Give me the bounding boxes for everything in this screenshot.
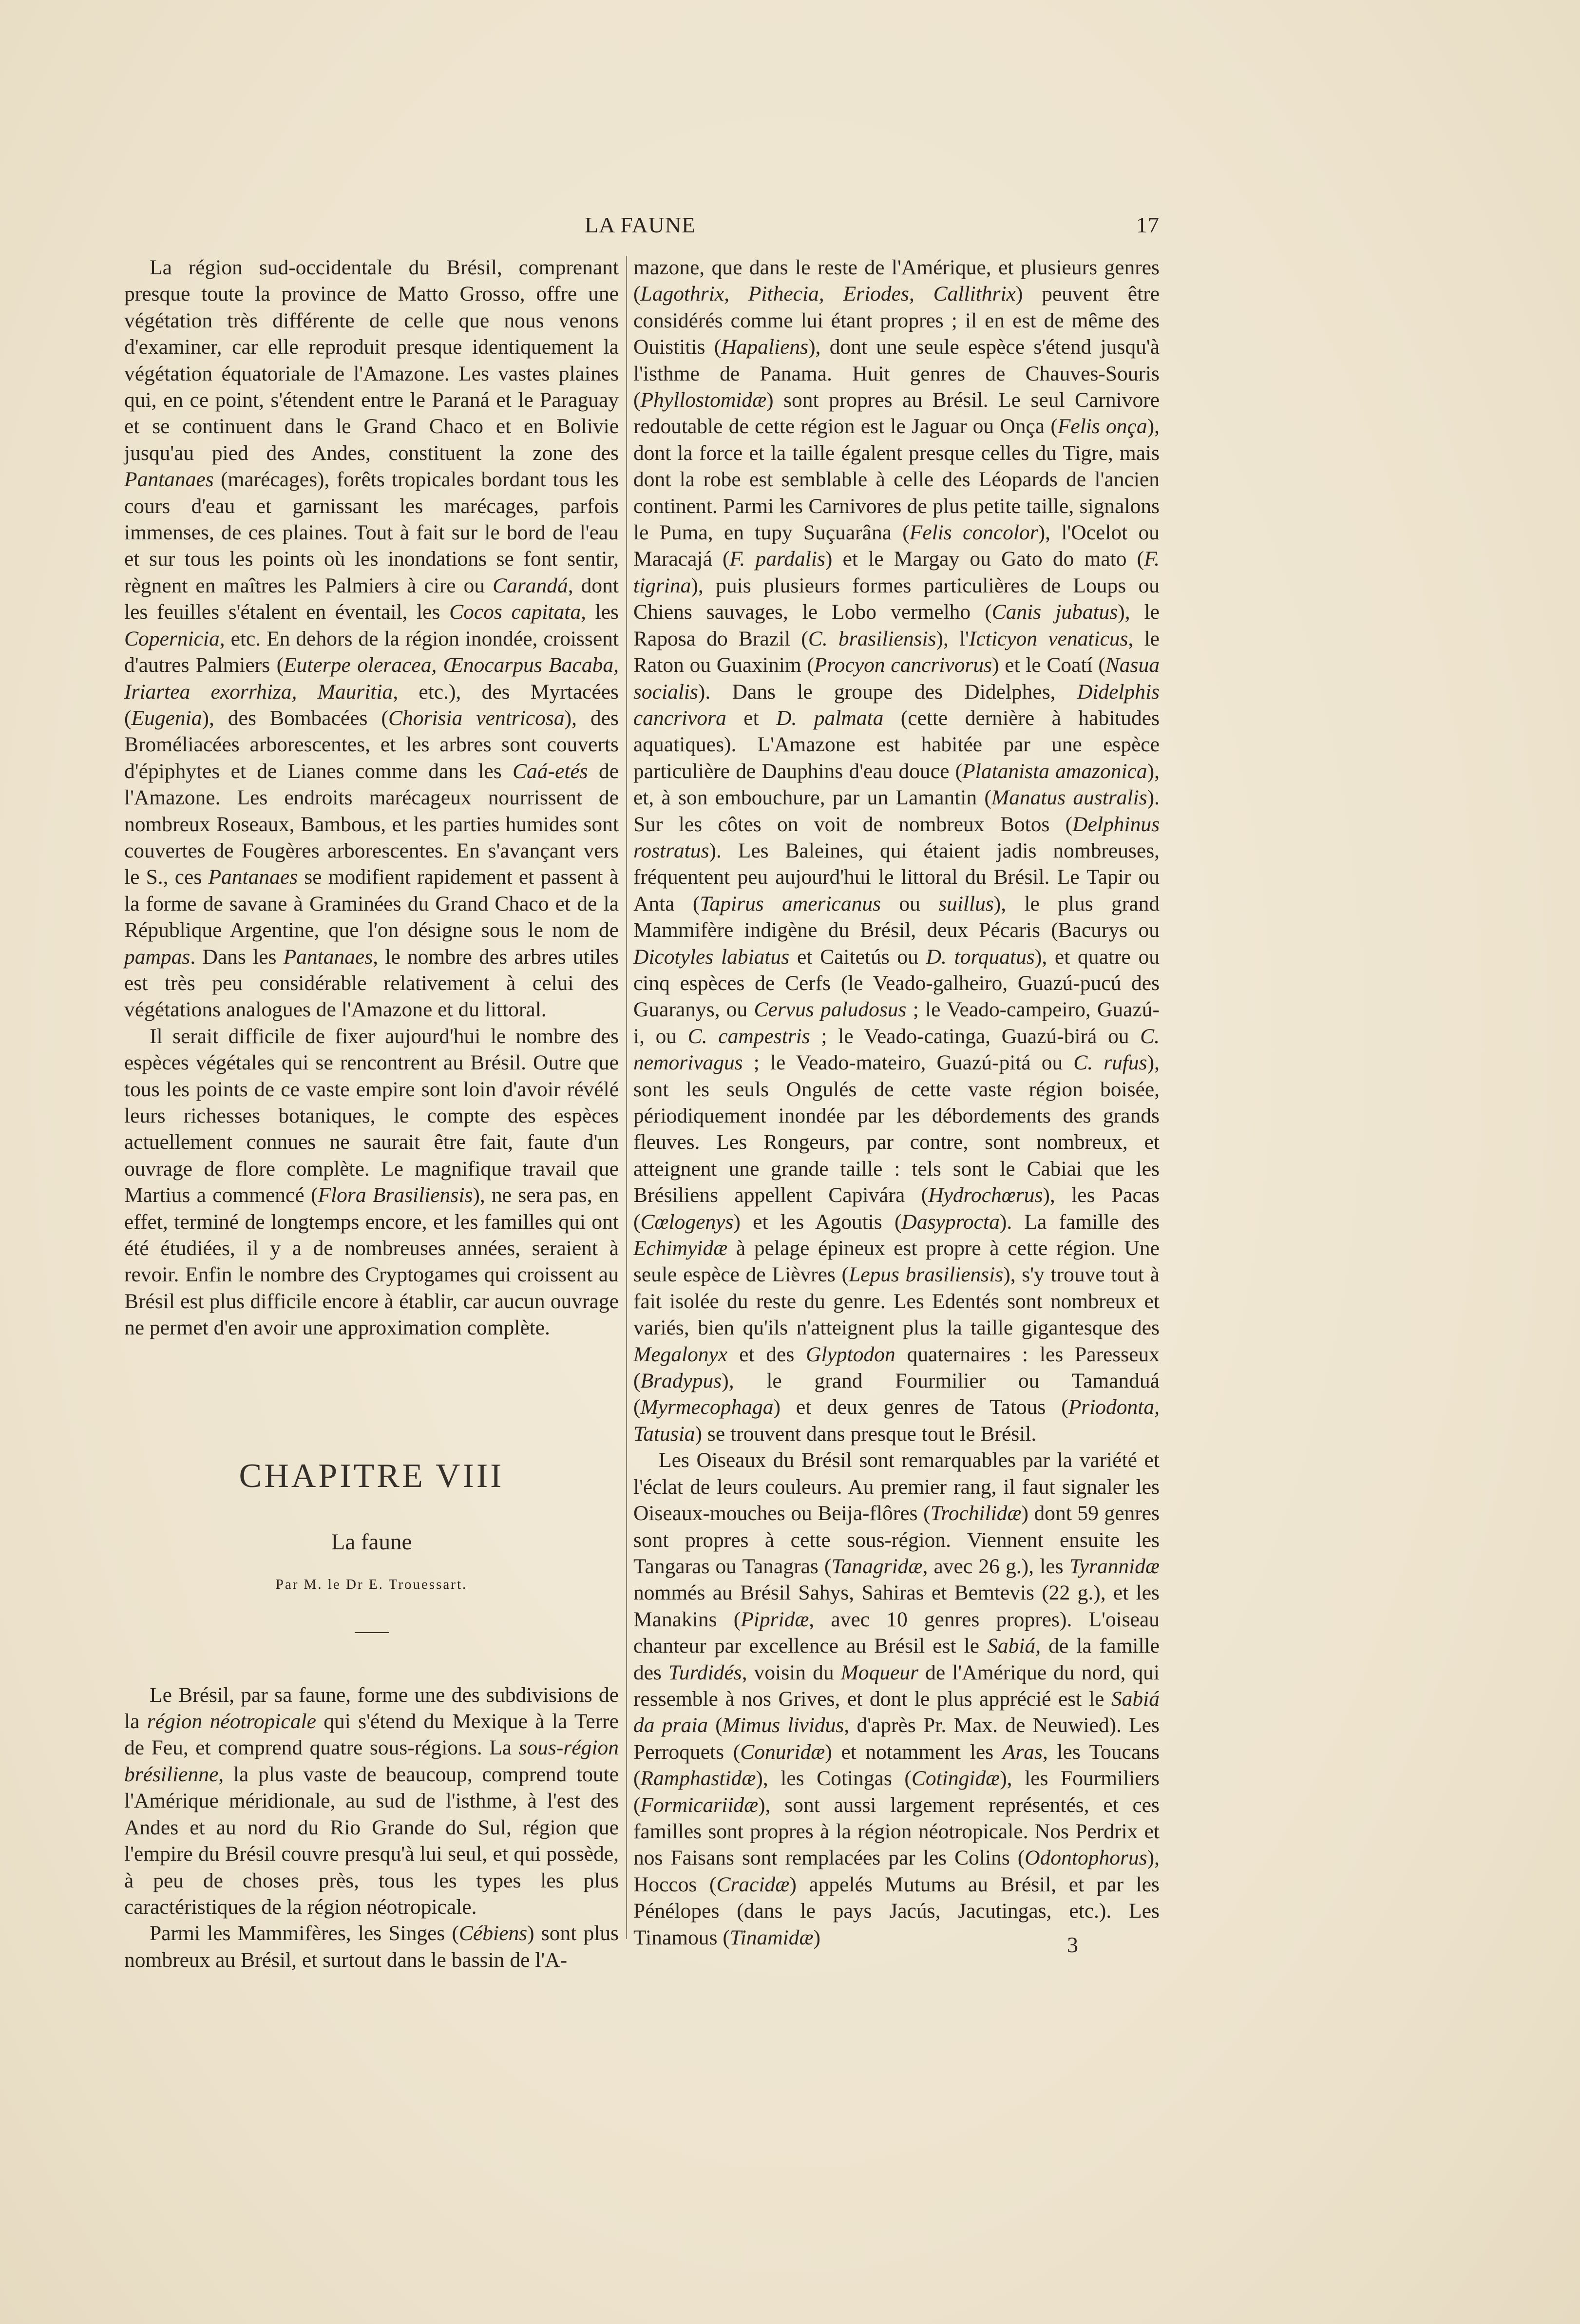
right-column — [633, 254, 1160, 1951]
chapter-author: Par M. le Dr E. Trouessart. — [275, 1576, 468, 1592]
chapter-heading — [124, 1454, 619, 1682]
paragraph-species-count: Il serait difficile de fixer aujourd'hui le nombre des espèces végétales qui se rencontrent au Brésil. Outre que tous les points de ce vaste empire sont loin d'avoir révélé leurs richesses botaniques, le compte des espèces actuellement connues ne saurait être fait, faute d'un ouvrage de flore complète. Le magnifique travail que Martius a commencé (Flora Brasiliensis), ne sera pas, en effet, terminé de longtemps encore, et les familles qui ont été étudiées, il y a de nombreuses années, seraient à revoir. Enfin le nombre des Cryptogames qui croissent au Brésil est plus difficile encore à établir, car aucun ouvrage ne permet d'en avoir une approximation complète. — [124, 1024, 619, 1340]
column-divider — [626, 256, 627, 1939]
paragraph-matto-grosso: La région sud-occidentale du Brésil, comprenant presque toute la province de Matto Grosso, offre une végétation très différente de celle que nous venons d'examiner, car elle reproduit presque identiquement la végétation équatoriale de l'Amazone. Les vastes plaines qui, en ce point, s'étendent entre le Paraná et le Paraguay et se continuent dans le Grand Chaco et en Bolivie jusqu'au pied des Andes, constituent la zone des Pantanaes (marécages), forêts tropicales bordant tous les cours d'eau et garnissant les marécages, parfois immenses, de ces plaines. Tout à fait sur le bord de l'eau et sur tous les points où les inondations se font sentir, règnent en maîtres les Palmiers à cire ou Carandá, dont les feuilles s'étalent en éventail, les Cocos capitata, les Copernicia, etc. En dehors de la région inondée, croissent d'autres Palmiers (Euterpe oleracea, Œnocarpus Bacaba, Iriartea exorrhiza, Mauritia, etc.), des Myrtacées (Eugenia), des Bombacées (Chorisia ventricosa), des Broméliacées arborescentes, et les arbres sont couverts d'épiphytes et de Lianes comme dans les Caá-etés de l'Amazone. Les endroits marécageux nourrissent de nombreux Roseaux, Bambous, et les parties humides sont couvertes de Fougères arborescentes. En s'avançant vers le S., ces Pantanaes se modifient rapidement et passent à la forme de savane à Graminées du Grand Chaco et de la République Argentine, que l'on désigne sous le nom de pampas. Dans les Pantanaes, le nombre des arbres utiles est très peu considérable relativement à celui des végétations analogues de l'Amazone et du littoral. — [124, 256, 619, 1022]
chapter-title: La faune — [331, 1529, 412, 1555]
running-title: LA FAUNE — [585, 212, 696, 237]
chapter-number: CHAPITRE VIII — [239, 1457, 504, 1495]
paragraph-mammals-start: Parmi les Mammifères, les Singes (Cébiens) sont plus nombreux au Brésil, et surtout dans le bassin de l'A- — [124, 1922, 619, 1972]
signature-mark: 3 — [1067, 1932, 1078, 1957]
paragraph-birds: Les Oiseaux du Brésil sont remarquables par la variété et l'éclat de leurs couleurs. Au premier rang, il faut signaler les Oiseaux-mouches ou Beija-flôres (Trochilidæ) dont 59 genres sont propres à cette sous-région. Viennent ensuite les Tangaras ou Tanagras (Tanagridæ, avec 26 g.), les Tyrannidæ nommés au Brésil Sahys, Sahiras et Bemtevis (22 g.), et les Manakins (Pipridæ, avec 10 genres propres). L'oiseau chanteur par excellence au Brésil est le Sabiá, de la famille des Turdidés, voisin du Moqueur de l'Amérique du nord, qui ressemble à nos Grives, et dont le plus apprécié est le Sabiá da praia (Mimus lividus, d'après Pr. Max. de Neuwied). Les Perroquets (Conuridæ) et notamment les Aras, les Toucans (Ramphastidæ), les Cotingas (Cotingidæ), les Fourmiliers (Formicariidæ), sont aussi largement représentés, et ces familles sont propres à la région néotropicale. Nos Perdrix et nos Faisans sont remplacées par les Colins (Odontophorus), Hoccos (Cracidæ) appelés Mutums au Brésil, et par les Pénélopes (dans le pays Jacús, Jacutingas, etc.). Les Tinamous (Tinamidæ) — [633, 1448, 1160, 1949]
paragraph-mammals-continued: mazone, que dans le reste de l'Amérique, et plusieurs genres (Lagothrix, Pithecia, Eriodes, Callithrix) peuvent être considérés comme lui étant propres ; il en est de même des Ouistitis (Hapaliens), dont une seule espèce s'étend jusqu'à l'isthme de Panama. Huit genres de Chauves-Souris (Phyllostomidæ) sont propres au Brésil. Le seul Carnivore redoutable de cette région est le Jaguar ou Onça (Felis onça), dont la force et la taille égalent presque celles du Tigre, mais dont la robe est semblable à celle des Léopards de l'ancien continent. Parmi les Carnivores de plus petite taille, signalons le Puma, en tupy Suçuarâna (Felis concolor), l'Ocelot ou Maracajá (F. pardalis) et le Margay ou Gato do mato (F. tigrina), puis plusieurs formes particulières de Loups ou Chiens sauvages, le Lobo vermelho (Canis jubatus), le Raposa do Brazil (C. brasiliensis), l'Icticyon venaticus, le Raton ou Guaxinim (Procyon cancrivorus) et le Coatí (Nasua socialis). Dans le groupe des Didelphes, Didelphis cancrivora et D. palmata (cette dernière à habitudes aquatiques). L'Amazone est habitée par une espèce particulière de Dauphins d'eau douce (Platanista amazonica), et, à son embouchure, par un Lamantin (Manatus australis). Sur les côtes on voit de nombreux Botos (Delphinus rostratus). Les Baleines, qui étaient jadis nombreuses, fréquentent peu aujourd'hui le littoral du Brésil. Le Tapir ou Anta (Tapirus americanus ou suillus), le plus grand Mammifère indigène du Brésil, deux Pécaris (Bacurys ou Dicotyles labiatus et Caitetús ou D. torquatus), et quatre ou cinq espèces de Cerfs (le Veado-galheiro, Guazú-pucú des Guaranys, ou Cervus paludosus ; le Veado-campeiro, Guazú-i, ou C. campestris ; le Veado-catinga, Guazú-birá ou C. nemorivagus ; le Veado-mateiro, Guazú-pitá ou C. rufus), sont les seuls Ongulés de cette vaste région boisée, périodiquement inondée par les débordements des grands fleuves. Les Rongeurs, par contre, sont nombreux, et atteignent une grande taille : tels sont le Cabiai que les Brésiliens appellent Capivára (Hydrochœrus), les Pacas (Cœlogenys) et les Agoutis (Dasyprocta). La famille des Echimyidæ à pelage épineux est propre à cette région. Une seule espèce de Lièvres (Lepus brasiliensis), s'y trouve tout à fait isolée du reste du genre. Les Edentés sont nombreux et variés, bien qu'ils n'atteignent plus la taille gigantesque des Megalonyx et des Glyptodon quaternaires : les Paresseux (Bradypus), le grand Fourmilier ou Tamanduá (Myrmecophaga) et deux genres de Tatous (Priodonta, Tatusia) se trouvent dans presque tout le Brésil. — [633, 256, 1160, 1446]
page-number: 17 — [1136, 212, 1160, 237]
left-column — [124, 254, 619, 1973]
paragraph-neotropical: Le Brésil, par sa faune, forme une des subdivisions de la région néotropicale qui s'étend du Mexique à la Terre de Feu, et comprend quatre sous-régions. La sous-région brésilienne, la plus vaste de beaucoup, comprend toute l'Amérique méridionale, au sud de l'isthme, à l'est des Andes et au nord du Rio Grande do Sul, région que l'empire du Brésil couvre presqu'à lui seul, et qui possède, à peu de choses près, tous les types les plus caractéristiques de la région néotropicale. — [124, 1683, 619, 1919]
